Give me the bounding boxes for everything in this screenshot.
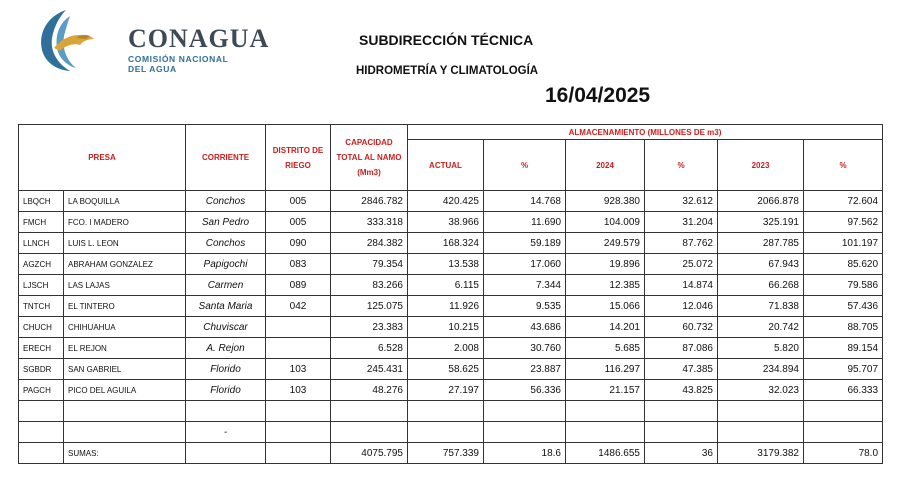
logo-title: CONAGUA: [128, 24, 270, 53]
storage-2024: 21.157: [566, 380, 645, 401]
river-name: Santa Maria: [186, 296, 266, 317]
table-row: [19, 191, 883, 212]
actual-percent: 59.189: [484, 233, 566, 254]
percent-2024: 43.825: [645, 380, 718, 401]
totals-pct-2023: 78.0: [804, 443, 883, 464]
district-number: 083: [266, 254, 331, 275]
page-subtitle: HIDROMETRÍA Y CLIMATOLOGÍA: [356, 65, 539, 77]
capacity-value: 245.431: [331, 359, 408, 380]
dam-code: LBQCH: [19, 191, 64, 212]
capacity-value: 79.354: [331, 254, 408, 275]
percent-2023: 57.436: [804, 296, 883, 317]
storage-2023: 2066.878: [718, 191, 804, 212]
dam-name: LA BOQUILLA: [64, 191, 186, 212]
table-row: [19, 338, 883, 359]
header-distrito: DISTRITO DE RIEGO: [266, 125, 331, 191]
storage-2024: 19.896: [566, 254, 645, 275]
percent-2024: 87.762: [645, 233, 718, 254]
storage-2024: [566, 422, 645, 443]
district-number: [266, 401, 331, 422]
district-number: 090: [266, 233, 331, 254]
actual-percent: 11.690: [484, 212, 566, 233]
header-corriente: CORRIENTE: [186, 125, 266, 191]
district-number: [266, 338, 331, 359]
actual-percent: [484, 401, 566, 422]
percent-2024: 14.874: [645, 275, 718, 296]
storage-2024: 116.297: [566, 359, 645, 380]
percent-2024: 47.385: [645, 359, 718, 380]
totals-2024: 1486.655: [566, 443, 645, 464]
actual-percent: 23.887: [484, 359, 566, 380]
actual-value: [408, 401, 484, 422]
percent-2024: [645, 422, 718, 443]
table-row: [19, 317, 883, 338]
totals-actual: 757.339: [408, 443, 484, 464]
totals-capacity: 4075.795: [331, 443, 408, 464]
header-presa: PRESA: [19, 125, 186, 191]
table-row: [19, 254, 883, 275]
dam-name: LUIS L. LEON: [64, 233, 186, 254]
storage-2023: [718, 401, 804, 422]
percent-2023: 95.707: [804, 359, 883, 380]
actual-value: 2.008: [408, 338, 484, 359]
actual-value: 10.215: [408, 317, 484, 338]
storage-2023: 67.943: [718, 254, 804, 275]
totals-2023: 3179.382: [718, 443, 804, 464]
header-pct-2024: %: [645, 140, 718, 191]
dam-name: EL REJON: [64, 338, 186, 359]
capacity-value: 2846.782: [331, 191, 408, 212]
page-title: SUBDIRECCIÓN TÉCNICA: [359, 32, 534, 48]
percent-2023: 72.604: [804, 191, 883, 212]
dam-code: FMCH: [19, 212, 64, 233]
district-number: 005: [266, 191, 331, 212]
dam-code: LLNCH: [19, 233, 64, 254]
actual-percent: 43.686: [484, 317, 566, 338]
report-date: 16/04/2025: [545, 84, 651, 107]
totals-label: SUMAS:: [64, 443, 186, 464]
percent-2024: 12.046: [645, 296, 718, 317]
capacity-value: 333.318: [331, 212, 408, 233]
dam-name: CHIHUAHUA: [64, 317, 186, 338]
totals-row: [19, 443, 883, 464]
conagua-logo: [36, 8, 270, 76]
table-row: [19, 233, 883, 254]
logo-subtitle: COMISIÓN NACIONAL DEL AGUA: [128, 54, 229, 74]
district-number: 042: [266, 296, 331, 317]
table-row: [19, 380, 883, 401]
actual-percent: 9.535: [484, 296, 566, 317]
storage-2023: 66.268: [718, 275, 804, 296]
dam-code: TNTCH: [19, 296, 64, 317]
actual-percent: 17.060: [484, 254, 566, 275]
storage-2023: 32.023: [718, 380, 804, 401]
dam-name: [64, 401, 186, 422]
actual-value: [408, 422, 484, 443]
capacity-value: 125.075: [331, 296, 408, 317]
capacity-value: 48.276: [331, 380, 408, 401]
dam-name: [64, 422, 186, 443]
river-name: Carmen: [186, 275, 266, 296]
actual-value: 168.324: [408, 233, 484, 254]
table-row: [19, 422, 883, 443]
header-pct-actual: %: [484, 140, 566, 191]
storage-2024: 104.009: [566, 212, 645, 233]
percent-2024: 25.072: [645, 254, 718, 275]
storage-2024: 14.201: [566, 317, 645, 338]
percent-2023: 88.705: [804, 317, 883, 338]
river-name: Chuviscar: [186, 317, 266, 338]
dam-code: LJSCH: [19, 275, 64, 296]
table-row: [19, 401, 883, 422]
river-name: [186, 401, 266, 422]
table-row: [19, 275, 883, 296]
percent-2023: [804, 422, 883, 443]
storage-2023: 287.785: [718, 233, 804, 254]
district-number: [266, 317, 331, 338]
percent-2024: 60.732: [645, 317, 718, 338]
header-capacidad: CAPACIDAD TOTAL AL NAMO (Mm3): [331, 125, 408, 191]
district-number: [266, 422, 331, 443]
storage-2023: 234.894: [718, 359, 804, 380]
totals-pct-2024: 36: [645, 443, 718, 464]
actual-value: 13.538: [408, 254, 484, 275]
storage-2024: 249.579: [566, 233, 645, 254]
dam-code: [19, 401, 64, 422]
storage-2023: 71.838: [718, 296, 804, 317]
storage-2024: [566, 401, 645, 422]
percent-2024: 32.612: [645, 191, 718, 212]
river-name: -: [186, 422, 266, 443]
dam-name: SAN GABRIEL: [64, 359, 186, 380]
percent-2024: 31.204: [645, 212, 718, 233]
actual-value: 38.966: [408, 212, 484, 233]
actual-percent: 30.760: [484, 338, 566, 359]
percent-2023: 79.586: [804, 275, 883, 296]
conagua-eagle-icon: [36, 8, 96, 72]
actual-value: 6.115: [408, 275, 484, 296]
header-2024: 2024: [566, 140, 645, 191]
capacity-value: 23.383: [331, 317, 408, 338]
capacity-value: 6.528: [331, 338, 408, 359]
storage-2023: 5.820: [718, 338, 804, 359]
percent-2023: 89.154: [804, 338, 883, 359]
percent-2024: 87.086: [645, 338, 718, 359]
dam-name: LAS LAJAS: [64, 275, 186, 296]
totals-pct-actual: 18.6: [484, 443, 566, 464]
river-name: A. Rejon: [186, 338, 266, 359]
dam-name: PICO DEL AGUILA: [64, 380, 186, 401]
river-name: Conchos: [186, 233, 266, 254]
actual-percent: [484, 422, 566, 443]
percent-2023: 101.197: [804, 233, 883, 254]
river-name: Florido: [186, 359, 266, 380]
dam-code: AGZCH: [19, 254, 64, 275]
header-pct-2023: %: [804, 140, 883, 191]
storage-2024: 12.385: [566, 275, 645, 296]
storage-2023: [718, 422, 804, 443]
percent-2024: [645, 401, 718, 422]
percent-2023: 85.620: [804, 254, 883, 275]
actual-percent: 7.344: [484, 275, 566, 296]
river-name: Florido: [186, 380, 266, 401]
river-name: Conchos: [186, 191, 266, 212]
header-almacenamiento: ALMACENAMIENTO (MILLONES DE m3): [408, 125, 883, 140]
district-number: 005: [266, 212, 331, 233]
district-number: 089: [266, 275, 331, 296]
actual-value: 27.197: [408, 380, 484, 401]
capacity-value: [331, 401, 408, 422]
storage-2023: 20.742: [718, 317, 804, 338]
dam-code: PAGCH: [19, 380, 64, 401]
actual-value: 420.425: [408, 191, 484, 212]
dam-storage-table: [18, 124, 883, 464]
dam-name: FCO. I MADERO: [64, 212, 186, 233]
capacity-value: [331, 422, 408, 443]
dam-name: EL TINTERO: [64, 296, 186, 317]
district-number: 103: [266, 359, 331, 380]
dam-name: ABRAHAM GONZALEZ: [64, 254, 186, 275]
capacity-value: 83.266: [331, 275, 408, 296]
header-2023: 2023: [718, 140, 804, 191]
table-row: [19, 296, 883, 317]
dam-code: [19, 422, 64, 443]
district-number: 103: [266, 380, 331, 401]
percent-2023: 66.333: [804, 380, 883, 401]
dam-code: SGBDR: [19, 359, 64, 380]
table-row: [19, 212, 883, 233]
storage-2024: 5.685: [566, 338, 645, 359]
dam-code: ERECH: [19, 338, 64, 359]
dam-code: CHUCH: [19, 317, 64, 338]
percent-2023: 97.562: [804, 212, 883, 233]
table-row: [19, 359, 883, 380]
storage-2024: 15.066: [566, 296, 645, 317]
river-name: Papigochi: [186, 254, 266, 275]
actual-percent: 14.768: [484, 191, 566, 212]
capacity-value: 284.382: [331, 233, 408, 254]
actual-percent: 56.336: [484, 380, 566, 401]
river-name: San Pedro: [186, 212, 266, 233]
actual-value: 58.625: [408, 359, 484, 380]
storage-2024: 928.380: [566, 191, 645, 212]
header-actual: ACTUAL: [408, 140, 484, 191]
actual-value: 11.926: [408, 296, 484, 317]
percent-2023: [804, 401, 883, 422]
storage-2023: 325.191: [718, 212, 804, 233]
